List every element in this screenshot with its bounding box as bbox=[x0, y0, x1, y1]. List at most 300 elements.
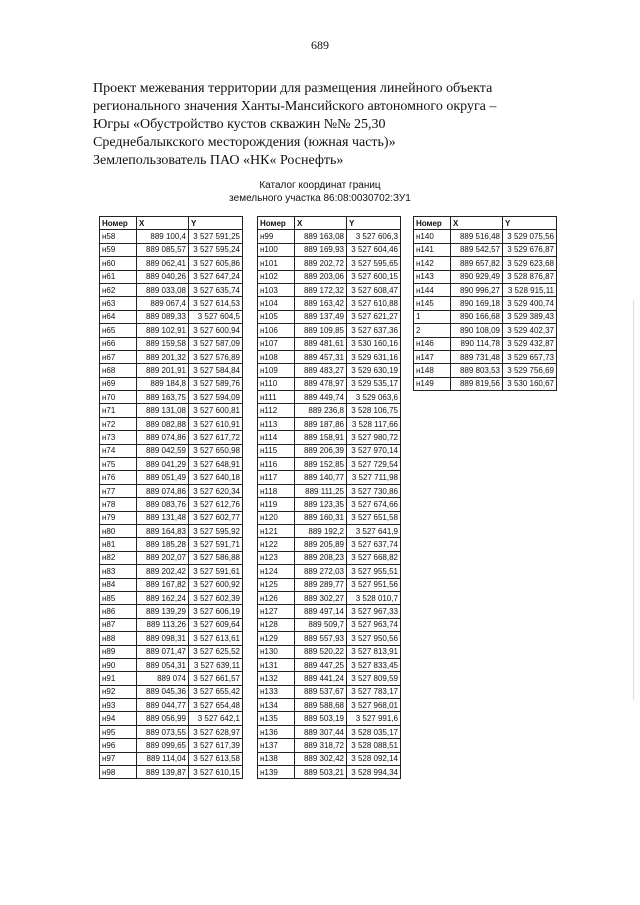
table-row bbox=[100, 270, 243, 283]
table-row bbox=[258, 672, 401, 685]
table-row bbox=[258, 404, 401, 417]
x-coordinate: 889 158,91 bbox=[295, 431, 347, 444]
table-row bbox=[100, 538, 243, 551]
table-row bbox=[100, 524, 243, 537]
point-number: н91 bbox=[100, 672, 137, 685]
x-coordinate: 889 236,8 bbox=[295, 404, 347, 417]
point-number: н121 bbox=[258, 524, 295, 537]
y-coordinate: 3 527 951,56 bbox=[347, 578, 401, 591]
y-coordinate: 3 528 994,34 bbox=[347, 766, 401, 779]
y-coordinate: 3 527 661,57 bbox=[189, 672, 243, 685]
point-number: н127 bbox=[258, 605, 295, 618]
x-coordinate: 889 109,85 bbox=[295, 324, 347, 337]
table-row bbox=[258, 324, 401, 337]
x-coordinate: 889 457,31 bbox=[295, 350, 347, 363]
y-coordinate: 3 527 783,17 bbox=[347, 685, 401, 698]
table-row bbox=[100, 605, 243, 618]
header-x: X bbox=[451, 217, 503, 230]
y-coordinate: 3 527 729,54 bbox=[347, 458, 401, 471]
point-number: н113 bbox=[258, 417, 295, 430]
point-number: н62 bbox=[100, 283, 137, 296]
y-coordinate: 3 527 606,3 bbox=[347, 230, 401, 243]
x-coordinate: 889 318,72 bbox=[295, 739, 347, 752]
table-row bbox=[100, 471, 243, 484]
x-coordinate: 889 056,99 bbox=[137, 712, 189, 725]
y-coordinate: 3 527 613,58 bbox=[189, 752, 243, 765]
point-number: н97 bbox=[100, 752, 137, 765]
x-coordinate: 889 302,42 bbox=[295, 752, 347, 765]
table-row bbox=[258, 739, 401, 752]
table-row bbox=[100, 458, 243, 471]
x-coordinate: 889 208,23 bbox=[295, 551, 347, 564]
y-coordinate: 3 527 600,94 bbox=[189, 324, 243, 337]
point-number: н65 bbox=[100, 324, 137, 337]
table-row bbox=[100, 752, 243, 765]
table-row bbox=[100, 632, 243, 645]
y-coordinate: 3 527 635,74 bbox=[189, 283, 243, 296]
y-coordinate: 3 527 640,18 bbox=[189, 471, 243, 484]
y-coordinate: 3 529 075,56 bbox=[503, 230, 557, 243]
x-coordinate: 889 192,2 bbox=[295, 524, 347, 537]
point-number: н89 bbox=[100, 645, 137, 658]
point-number: н90 bbox=[100, 658, 137, 671]
y-coordinate: 3 527 668,82 bbox=[347, 551, 401, 564]
point-number: н119 bbox=[258, 498, 295, 511]
x-coordinate: 889 131,48 bbox=[137, 511, 189, 524]
x-coordinate: 889 272,03 bbox=[295, 565, 347, 578]
table-row bbox=[100, 766, 243, 779]
y-coordinate: 3 527 628,97 bbox=[189, 725, 243, 738]
header-y: Y bbox=[347, 217, 401, 230]
x-coordinate: 890 114,78 bbox=[451, 337, 503, 350]
x-coordinate: 889 509,7 bbox=[295, 618, 347, 631]
point-number: н93 bbox=[100, 699, 137, 712]
y-coordinate: 3 527 604,5 bbox=[189, 310, 243, 323]
y-coordinate: 3 527 648,91 bbox=[189, 458, 243, 471]
point-number: н76 bbox=[100, 471, 137, 484]
table-row bbox=[258, 565, 401, 578]
y-coordinate: 3 527 637,36 bbox=[347, 324, 401, 337]
x-coordinate: 889 044,77 bbox=[137, 699, 189, 712]
x-coordinate: 889 042,59 bbox=[137, 444, 189, 457]
x-coordinate: 889 074,86 bbox=[137, 431, 189, 444]
point-number: н145 bbox=[414, 297, 451, 310]
table-row bbox=[258, 283, 401, 296]
point-number: н115 bbox=[258, 444, 295, 457]
header-number: Номер bbox=[100, 217, 137, 230]
point-number: н60 bbox=[100, 257, 137, 270]
table-row bbox=[100, 243, 243, 256]
point-number: н124 bbox=[258, 565, 295, 578]
x-coordinate: 889 203,06 bbox=[295, 270, 347, 283]
point-number: н114 bbox=[258, 431, 295, 444]
x-coordinate: 890 108,09 bbox=[451, 324, 503, 337]
x-coordinate: 889 447,25 bbox=[295, 658, 347, 671]
point-number: н126 bbox=[258, 591, 295, 604]
y-coordinate: 3 527 608,47 bbox=[347, 283, 401, 296]
table-row bbox=[258, 364, 401, 377]
y-coordinate: 3 527 647,24 bbox=[189, 270, 243, 283]
x-coordinate: 889 098,31 bbox=[137, 632, 189, 645]
x-coordinate: 889 114,04 bbox=[137, 752, 189, 765]
table-row bbox=[100, 283, 243, 296]
table-row bbox=[258, 658, 401, 671]
y-coordinate: 3 528 088,51 bbox=[347, 739, 401, 752]
table-row bbox=[258, 350, 401, 363]
table-row bbox=[258, 337, 401, 350]
y-coordinate: 3 527 602,77 bbox=[189, 511, 243, 524]
x-coordinate: 889 099,65 bbox=[137, 739, 189, 752]
point-number: н134 bbox=[258, 699, 295, 712]
x-coordinate: 889 089,33 bbox=[137, 310, 189, 323]
y-coordinate: 3 530 160,16 bbox=[347, 337, 401, 350]
point-number: н94 bbox=[100, 712, 137, 725]
table-row bbox=[100, 230, 243, 243]
table-row bbox=[100, 699, 243, 712]
y-coordinate: 3 527 639,11 bbox=[189, 658, 243, 671]
point-number: н123 bbox=[258, 551, 295, 564]
point-number: н82 bbox=[100, 551, 137, 564]
table-row bbox=[414, 257, 557, 270]
y-coordinate: 3 529 623,68 bbox=[503, 257, 557, 270]
point-number: н70 bbox=[100, 391, 137, 404]
x-coordinate: 889 054,31 bbox=[137, 658, 189, 671]
y-coordinate: 3 528 876,87 bbox=[503, 270, 557, 283]
header-number: Номер bbox=[414, 217, 451, 230]
x-coordinate: 889 520,22 bbox=[295, 645, 347, 658]
coordinates-table-2 bbox=[257, 216, 401, 779]
y-coordinate: 3 527 641,9 bbox=[347, 524, 401, 537]
table-row bbox=[414, 377, 557, 390]
y-coordinate: 3 527 600,15 bbox=[347, 270, 401, 283]
x-coordinate: 889 163,75 bbox=[137, 391, 189, 404]
y-coordinate: 3 527 613,61 bbox=[189, 632, 243, 645]
table-row bbox=[414, 310, 557, 323]
x-coordinate: 889 071,47 bbox=[137, 645, 189, 658]
y-coordinate: 3 527 654,48 bbox=[189, 699, 243, 712]
x-coordinate: 889 169,93 bbox=[295, 243, 347, 256]
y-coordinate: 3 530 160,67 bbox=[503, 377, 557, 390]
x-coordinate: 889 202,07 bbox=[137, 551, 189, 564]
x-coordinate: 889 302,27 bbox=[295, 591, 347, 604]
table-row bbox=[258, 310, 401, 323]
table-row bbox=[100, 565, 243, 578]
x-coordinate: 889 033,08 bbox=[137, 283, 189, 296]
y-coordinate: 3 528 010,7 bbox=[347, 591, 401, 604]
table-row bbox=[100, 324, 243, 337]
point-number: н80 bbox=[100, 524, 137, 537]
x-coordinate: 889 657,82 bbox=[451, 257, 503, 270]
table-row bbox=[100, 658, 243, 671]
x-coordinate: 889 503,19 bbox=[295, 712, 347, 725]
header-x: X bbox=[137, 217, 189, 230]
y-coordinate: 3 527 711,98 bbox=[347, 471, 401, 484]
y-coordinate: 3 527 610,91 bbox=[189, 417, 243, 430]
heading-line: Землепользователь ПАО «НК« Роснефть» bbox=[93, 153, 344, 168]
table-row bbox=[258, 471, 401, 484]
table-row bbox=[258, 458, 401, 471]
x-coordinate: 889 441,24 bbox=[295, 672, 347, 685]
table-row bbox=[414, 230, 557, 243]
point-number: н74 bbox=[100, 444, 137, 457]
document-heading bbox=[93, 80, 563, 170]
point-number: н138 bbox=[258, 752, 295, 765]
x-coordinate: 889 205,89 bbox=[295, 538, 347, 551]
x-coordinate: 889 131,08 bbox=[137, 404, 189, 417]
table-row bbox=[414, 243, 557, 256]
y-coordinate: 3 527 655,42 bbox=[189, 685, 243, 698]
y-coordinate: 3 527 576,89 bbox=[189, 350, 243, 363]
point-number: н75 bbox=[100, 458, 137, 471]
x-coordinate: 889 167,82 bbox=[137, 578, 189, 591]
y-coordinate: 3 527 617,72 bbox=[189, 431, 243, 444]
y-coordinate: 3 529 389,43 bbox=[503, 310, 557, 323]
table-row bbox=[258, 632, 401, 645]
x-coordinate: 890 169,18 bbox=[451, 297, 503, 310]
y-coordinate: 3 527 950,56 bbox=[347, 632, 401, 645]
x-coordinate: 889 449,74 bbox=[295, 391, 347, 404]
x-coordinate: 889 123,35 bbox=[295, 498, 347, 511]
table-row bbox=[258, 766, 401, 779]
point-number: н136 bbox=[258, 725, 295, 738]
x-coordinate: 889 162,24 bbox=[137, 591, 189, 604]
point-number: н117 bbox=[258, 471, 295, 484]
y-coordinate: 3 528 092,14 bbox=[347, 752, 401, 765]
y-coordinate: 3 527 594,09 bbox=[189, 391, 243, 404]
point-number: н130 bbox=[258, 645, 295, 658]
point-number: н105 bbox=[258, 310, 295, 323]
y-coordinate: 3 527 584,84 bbox=[189, 364, 243, 377]
y-coordinate: 3 527 595,65 bbox=[347, 257, 401, 270]
table-row bbox=[100, 257, 243, 270]
x-coordinate: 889 202,72 bbox=[295, 257, 347, 270]
y-coordinate: 3 527 595,24 bbox=[189, 243, 243, 256]
point-number: н73 bbox=[100, 431, 137, 444]
y-coordinate: 3 527 651,58 bbox=[347, 511, 401, 524]
point-number: н120 bbox=[258, 511, 295, 524]
point-number: н96 bbox=[100, 739, 137, 752]
y-coordinate: 3 529 676,87 bbox=[503, 243, 557, 256]
table-row bbox=[258, 498, 401, 511]
x-coordinate: 889 184,8 bbox=[137, 377, 189, 390]
point-number: н61 bbox=[100, 270, 137, 283]
y-coordinate: 3 527 614,53 bbox=[189, 297, 243, 310]
table-row bbox=[414, 297, 557, 310]
point-number: н133 bbox=[258, 685, 295, 698]
x-coordinate: 889 164,83 bbox=[137, 524, 189, 537]
x-coordinate: 889 111,25 bbox=[295, 484, 347, 497]
x-coordinate: 889 483,27 bbox=[295, 364, 347, 377]
x-coordinate: 889 045,36 bbox=[137, 685, 189, 698]
table-row bbox=[258, 243, 401, 256]
x-coordinate: 890 166,68 bbox=[451, 310, 503, 323]
x-coordinate: 889 051,49 bbox=[137, 471, 189, 484]
point-number: н140 bbox=[414, 230, 451, 243]
x-coordinate: 889 102,91 bbox=[137, 324, 189, 337]
point-number: н87 bbox=[100, 618, 137, 631]
x-coordinate: 889 206,39 bbox=[295, 444, 347, 457]
catalog-title-line: Каталог координат границ bbox=[259, 180, 381, 191]
y-coordinate: 3 527 586,88 bbox=[189, 551, 243, 564]
table-row bbox=[100, 591, 243, 604]
point-number: н79 bbox=[100, 511, 137, 524]
y-coordinate: 3 529 630,19 bbox=[347, 364, 401, 377]
point-number: н111 bbox=[258, 391, 295, 404]
table-row bbox=[258, 431, 401, 444]
y-coordinate: 3 527 604,46 bbox=[347, 243, 401, 256]
point-number: н107 bbox=[258, 337, 295, 350]
table-row bbox=[100, 297, 243, 310]
heading-line: регионального значения Ханты-Мансийского автономного округа – bbox=[93, 99, 497, 114]
x-coordinate: 889 163,42 bbox=[295, 297, 347, 310]
table-row bbox=[258, 417, 401, 430]
y-coordinate: 3 527 621,27 bbox=[347, 310, 401, 323]
x-coordinate: 889 803,53 bbox=[451, 364, 503, 377]
y-coordinate: 3 527 967,33 bbox=[347, 605, 401, 618]
heading-line: Югры «Обустройство кустов скважин №№ 25,30 bbox=[93, 117, 386, 132]
point-number: н129 bbox=[258, 632, 295, 645]
x-coordinate: 889 085,57 bbox=[137, 243, 189, 256]
table-row bbox=[100, 337, 243, 350]
table-row bbox=[258, 725, 401, 738]
table-row bbox=[258, 591, 401, 604]
table-row bbox=[100, 310, 243, 323]
table-row bbox=[258, 511, 401, 524]
y-coordinate: 3 527 589,76 bbox=[189, 377, 243, 390]
x-coordinate: 889 172,32 bbox=[295, 283, 347, 296]
point-number: н66 bbox=[100, 337, 137, 350]
y-coordinate: 3 527 637,74 bbox=[347, 538, 401, 551]
x-coordinate: 889 062,41 bbox=[137, 257, 189, 270]
y-coordinate: 3 527 600,92 bbox=[189, 578, 243, 591]
table-row bbox=[258, 444, 401, 457]
point-number: н108 bbox=[258, 350, 295, 363]
table-row bbox=[258, 605, 401, 618]
table-row bbox=[258, 578, 401, 591]
x-coordinate: 889 113,26 bbox=[137, 618, 189, 631]
x-coordinate: 889 537,67 bbox=[295, 685, 347, 698]
point-number: н143 bbox=[414, 270, 451, 283]
point-number: н86 bbox=[100, 605, 137, 618]
x-coordinate: 889 160,31 bbox=[295, 511, 347, 524]
table-row bbox=[258, 712, 401, 725]
y-coordinate: 3 527 617,39 bbox=[189, 739, 243, 752]
table-row bbox=[414, 350, 557, 363]
x-coordinate: 889 201,32 bbox=[137, 350, 189, 363]
y-coordinate: 3 527 606,19 bbox=[189, 605, 243, 618]
point-number: н104 bbox=[258, 297, 295, 310]
table-row bbox=[100, 498, 243, 511]
table-row bbox=[414, 324, 557, 337]
table-row bbox=[100, 404, 243, 417]
x-coordinate: 889 073,55 bbox=[137, 725, 189, 738]
heading-line: Проект межевания территории для размещения линейного объекта bbox=[93, 81, 493, 96]
header-y: Y bbox=[503, 217, 557, 230]
x-coordinate: 889 289,77 bbox=[295, 578, 347, 591]
table-row bbox=[100, 712, 243, 725]
y-coordinate: 3 527 963,74 bbox=[347, 618, 401, 631]
y-coordinate: 3 527 610,88 bbox=[347, 297, 401, 310]
scan-edge-line bbox=[633, 300, 634, 700]
page-number: 689 bbox=[311, 38, 329, 52]
table-row bbox=[258, 645, 401, 658]
x-coordinate: 889 041,29 bbox=[137, 458, 189, 471]
point-number: н109 bbox=[258, 364, 295, 377]
point-number: н141 bbox=[414, 243, 451, 256]
x-coordinate: 889 819,56 bbox=[451, 377, 503, 390]
x-coordinate: 889 139,29 bbox=[137, 605, 189, 618]
table-row bbox=[100, 391, 243, 404]
point-number: н59 bbox=[100, 243, 137, 256]
point-number: н77 bbox=[100, 484, 137, 497]
x-coordinate: 889 185,28 bbox=[137, 538, 189, 551]
x-coordinate: 889 140,77 bbox=[295, 471, 347, 484]
y-coordinate: 3 527 730,86 bbox=[347, 484, 401, 497]
point-number: н110 bbox=[258, 377, 295, 390]
point-number: н103 bbox=[258, 283, 295, 296]
point-number: н72 bbox=[100, 417, 137, 430]
y-coordinate: 3 527 968,01 bbox=[347, 699, 401, 712]
y-coordinate: 3 527 650,98 bbox=[189, 444, 243, 457]
y-coordinate: 3 529 063,6 bbox=[347, 391, 401, 404]
point-number: н139 bbox=[258, 766, 295, 779]
point-number: н88 bbox=[100, 632, 137, 645]
x-coordinate: 889 137,49 bbox=[295, 310, 347, 323]
x-coordinate: 889 152,85 bbox=[295, 458, 347, 471]
x-coordinate: 889 163,08 bbox=[295, 230, 347, 243]
y-coordinate: 3 528 915,11 bbox=[503, 283, 557, 296]
y-coordinate: 3 527 833,45 bbox=[347, 658, 401, 671]
coordinates-table-3 bbox=[413, 216, 557, 391]
x-coordinate: 890 929,49 bbox=[451, 270, 503, 283]
x-coordinate: 889 067,4 bbox=[137, 297, 189, 310]
x-coordinate: 889 481,61 bbox=[295, 337, 347, 350]
catalog-title bbox=[160, 179, 480, 205]
point-number: н148 bbox=[414, 364, 451, 377]
x-coordinate: 889 516,48 bbox=[451, 230, 503, 243]
point-number: н63 bbox=[100, 297, 137, 310]
catalog-title-line: земельного участка 86:08:0030702:ЗУ1 bbox=[229, 193, 411, 204]
table-row bbox=[258, 699, 401, 712]
y-coordinate: 3 527 591,71 bbox=[189, 538, 243, 551]
y-coordinate: 3 527 602,39 bbox=[189, 591, 243, 604]
table-row bbox=[100, 725, 243, 738]
x-coordinate: 889 497,14 bbox=[295, 605, 347, 618]
point-number: н146 bbox=[414, 337, 451, 350]
point-number: н118 bbox=[258, 484, 295, 497]
point-number: н83 bbox=[100, 565, 137, 578]
table-row bbox=[100, 578, 243, 591]
table-row bbox=[100, 672, 243, 685]
table-row bbox=[100, 484, 243, 497]
y-coordinate: 3 529 756,69 bbox=[503, 364, 557, 377]
point-number: н99 bbox=[258, 230, 295, 243]
table-row bbox=[258, 297, 401, 310]
point-number: н125 bbox=[258, 578, 295, 591]
table-row bbox=[100, 377, 243, 390]
x-coordinate: 889 074,86 bbox=[137, 484, 189, 497]
x-coordinate: 889 082,88 bbox=[137, 417, 189, 430]
x-coordinate: 889 588,68 bbox=[295, 699, 347, 712]
y-coordinate: 3 527 620,34 bbox=[189, 484, 243, 497]
y-coordinate: 3 527 970,14 bbox=[347, 444, 401, 457]
table-row bbox=[100, 645, 243, 658]
y-coordinate: 3 527 980,72 bbox=[347, 431, 401, 444]
table-row bbox=[258, 752, 401, 765]
table-row bbox=[100, 417, 243, 430]
table-row bbox=[258, 270, 401, 283]
point-number: н92 bbox=[100, 685, 137, 698]
